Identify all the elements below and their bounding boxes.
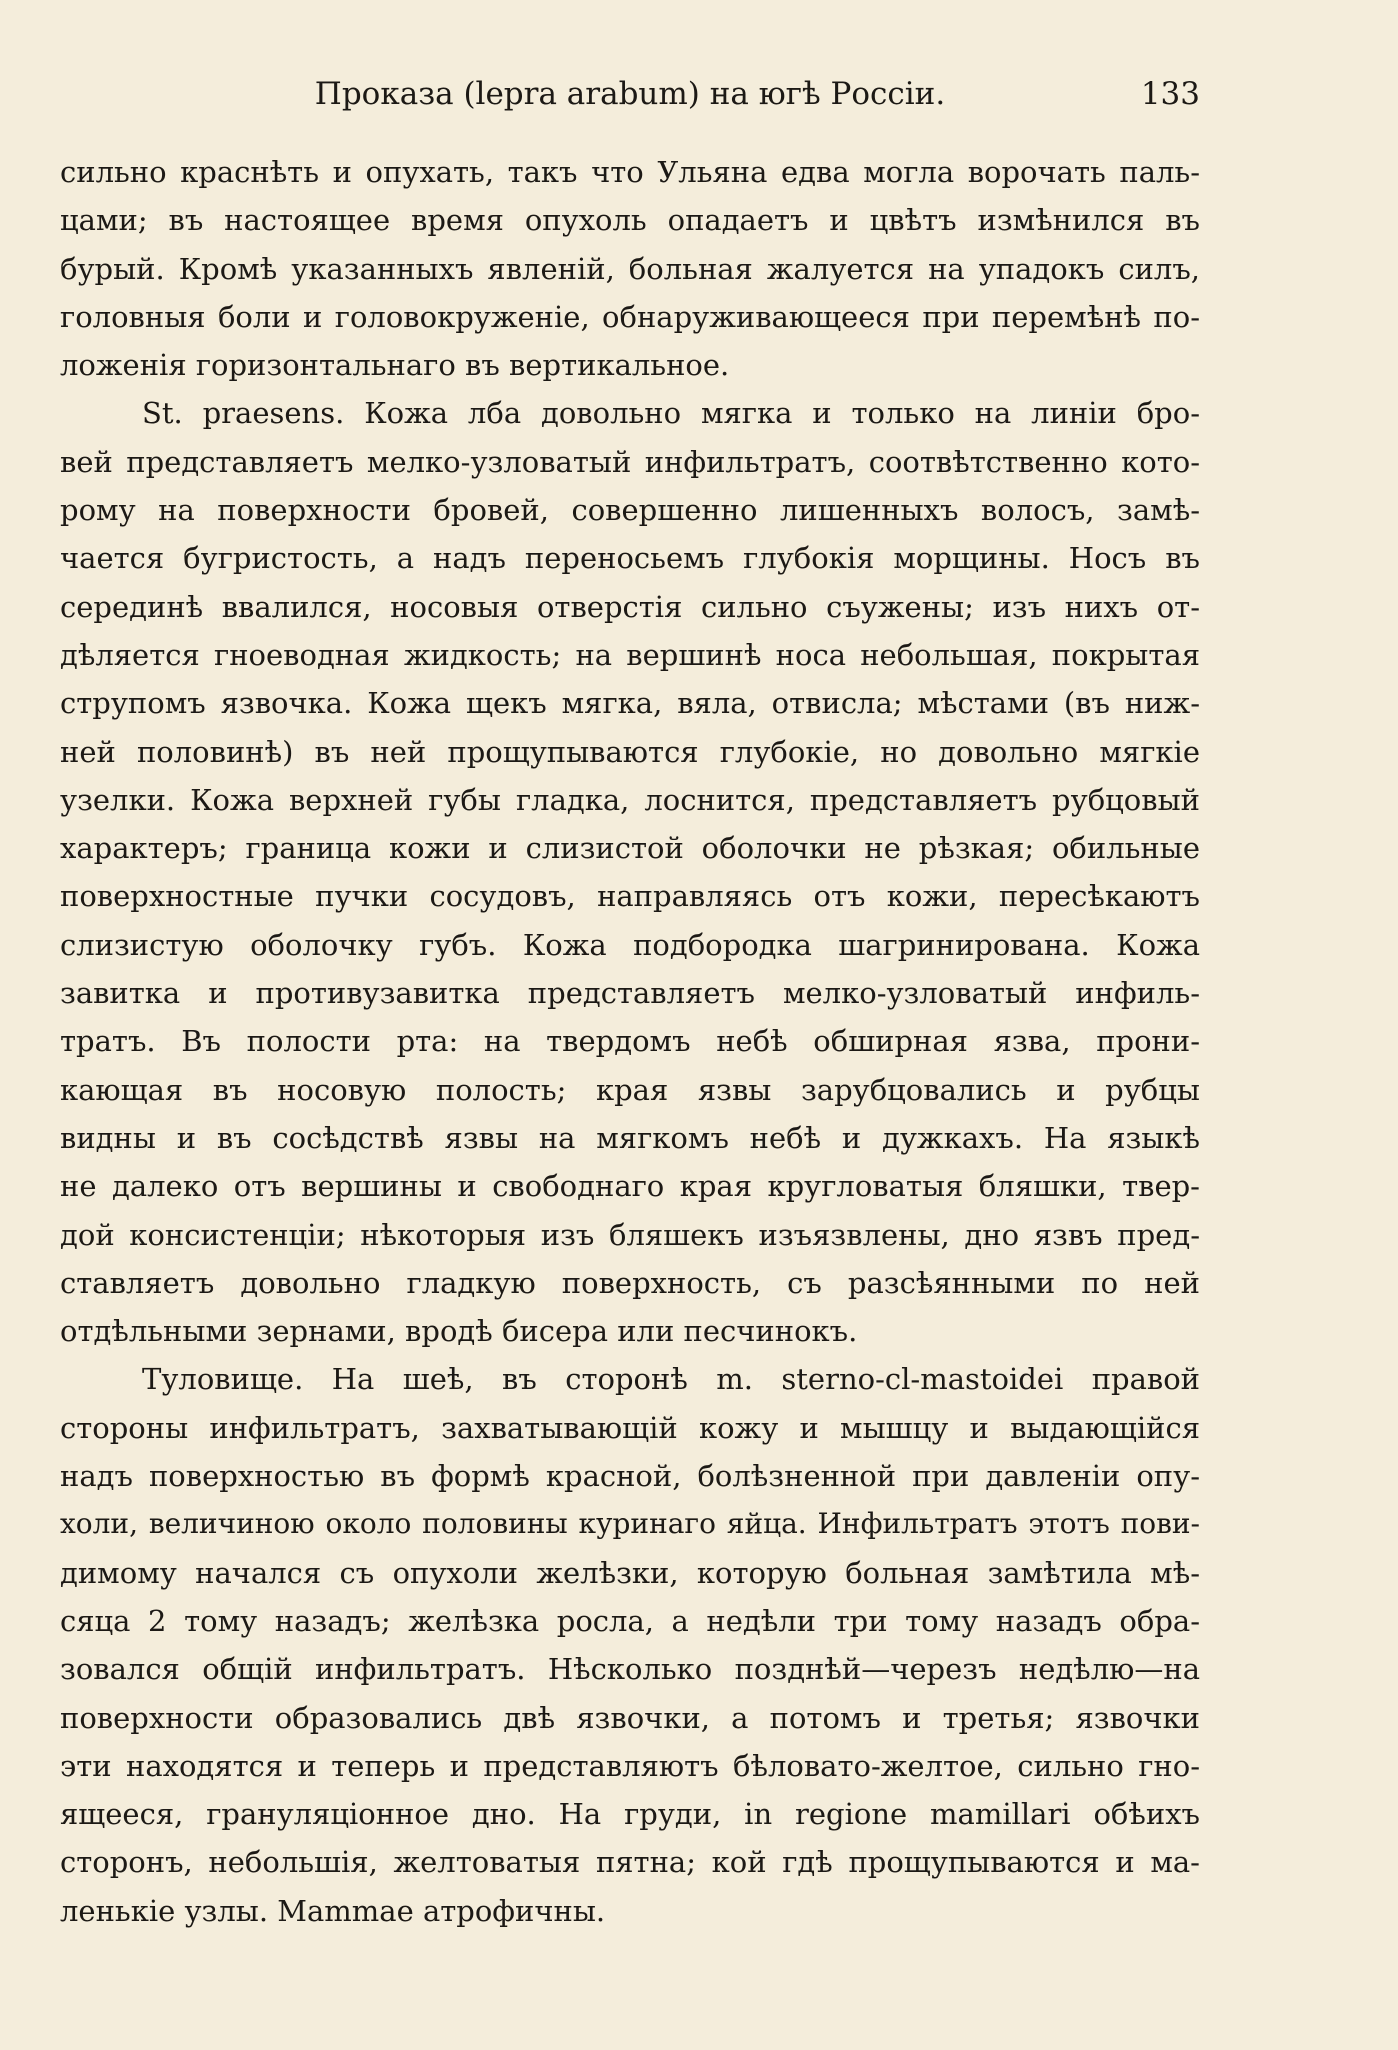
text-line: струпомъ язвочка. Кожа щекъ мягка, вяла, отвисла; мѣстами (въ ниж- bbox=[60, 686, 1200, 721]
text-line: узелки. Кожа верхней губы гладка, лоснится, представляетъ рубцовый bbox=[60, 782, 1200, 817]
text-line: головныя боли и головокруженіе, обнаруживающееся при перемѣнѣ по- bbox=[60, 299, 1200, 334]
paragraph bbox=[60, 1355, 1200, 1935]
text-line: St. praesens. Кожа лба довольно мягка и только на линіи бро- bbox=[142, 396, 1200, 431]
text-line: ставляетъ довольно гладкую поверхность, съ разсѣянными по ней bbox=[60, 1265, 1200, 1300]
text-line: холи, величиною около половины куринаго яйца. Инфильтратъ этотъ пови- bbox=[60, 1507, 1200, 1541]
text-line: сильно краснѣть и опухать, такъ что Ульяна едва могла ворочать паль- bbox=[60, 155, 1200, 189]
text-line: ящееся, грануляціонное дно. На груди, in regione mamillari обѣихъ bbox=[60, 1797, 1200, 1832]
text-line: стороны инфильтратъ, захватывающій кожу и мышцу и выдающійся bbox=[60, 1410, 1200, 1445]
text-line: дѣляется гноеводная жидкость; на вершинѣ носа небольшая, покрытая bbox=[60, 637, 1200, 672]
text-line: димому начался съ опухоли желѣзки, которую больная замѣтила мѣ- bbox=[60, 1555, 1200, 1590]
text-line: зовался общій инфильтратъ. Нѣсколько позднѣй—черезъ недѣлю—на bbox=[60, 1652, 1200, 1687]
text-line: дой консистенціи; нѣкоторыя изъ бляшекъ изъязвлены, дно язвъ пред- bbox=[60, 1217, 1200, 1252]
text-line: рому на поверхности бровей, совершенно лишенныхъ волосъ, замѣ- bbox=[60, 493, 1200, 528]
text-line: тратъ. Въ полости рта: на твердомъ небѣ обширная язва, прони- bbox=[60, 1024, 1200, 1059]
text-line: бурый. Кромѣ указанныхъ явленій, больная жалуется на упадокъ силъ, bbox=[60, 251, 1200, 286]
page-number: 133 bbox=[1140, 76, 1200, 112]
page-header bbox=[60, 72, 1200, 116]
text-line: эти находятся и теперь и представляютъ бѣловато-желтое, сильно гно- bbox=[60, 1748, 1200, 1783]
text-line: сяца 2 тому назадъ; желѣзка росла, а недѣли три тому назадъ обра- bbox=[60, 1603, 1200, 1638]
text-line: ленькіе узлы. Mammae атрофичны. bbox=[60, 1893, 606, 1928]
text-line: ложенія горизонтальнаго въ вертикальное. bbox=[60, 348, 730, 383]
text-line: не далеко отъ вершины и свободнаго края кругловатыя бляшки, твер- bbox=[60, 1169, 1200, 1204]
paragraph bbox=[60, 389, 1200, 1355]
text-line: сторонъ, небольшія, желтоватыя пятна; кой гдѣ прощупываются и ма- bbox=[60, 1845, 1200, 1880]
text-line: серединѣ ввалился, носовыя отверстія сильно съужены; изъ нихъ от- bbox=[60, 589, 1200, 624]
body-text bbox=[60, 148, 1200, 1935]
text-line: вей представляетъ мелко-узловатый инфильтратъ, соотвѣтственно кото- bbox=[60, 444, 1200, 479]
text-line: слизистую оболочку губъ. Кожа подбородка шагринирована. Кожа bbox=[60, 927, 1200, 962]
running-title: Проказа (lepra arabum) на югѣ Россіи. bbox=[314, 76, 946, 112]
text-line: ней половинѣ) въ ней прощупываются глубокіе, но довольно мягкіе bbox=[60, 734, 1200, 769]
text-line: характеръ; граница кожи и слизистой оболочки не рѣзкая; обильные bbox=[60, 831, 1200, 866]
text-line: отдѣльными зернами, вродѣ бисера или песчинокъ. bbox=[60, 1314, 858, 1349]
text-line: кающая въ носовую полость; края язвы зарубцовались и рубцы bbox=[60, 1072, 1200, 1107]
text-line: Туловище. На шеѣ, въ сторонѣ m. sterno-cl-mastoidei правой bbox=[142, 1362, 1200, 1397]
text-line: цами; въ настоящее время опухоль опадаетъ и цвѣтъ измѣнился въ bbox=[60, 203, 1200, 238]
paragraph bbox=[60, 148, 1200, 389]
text-line: видны и въ сосѣдствѣ язвы на мягкомъ небѣ и дужкахъ. На языкѣ bbox=[60, 1120, 1200, 1155]
text-line: поверхностные пучки сосудовъ, направляясь отъ кожи, пересѣкаютъ bbox=[60, 879, 1200, 914]
text-line: поверхности образовались двѣ язвочки, а потомъ и третья; язвочки bbox=[60, 1700, 1200, 1735]
text-line: чается бугристость, а надъ переносьемъ глубокія морщины. Носъ въ bbox=[60, 541, 1200, 576]
text-line: завитка и противузавитка представляетъ мелко-узловатый инфиль- bbox=[60, 976, 1200, 1011]
text-line: надъ поверхностью въ формѣ красной, болѣзненной при давленіи опу- bbox=[60, 1459, 1200, 1494]
